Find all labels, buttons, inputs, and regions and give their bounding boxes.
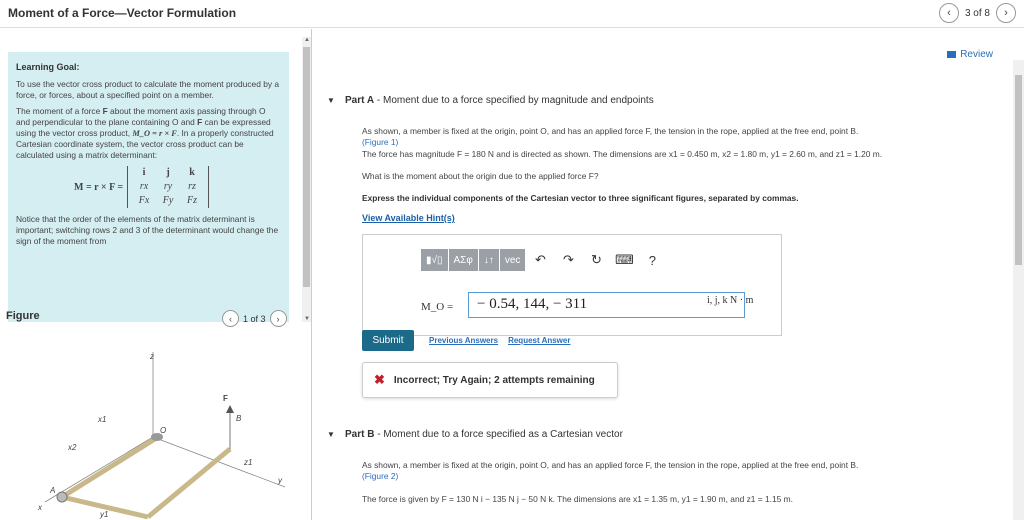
review-link[interactable]: Review [947,49,993,60]
previous-answers-link[interactable]: Previous Answers [429,336,499,345]
top-bar [0,0,1024,28]
part-a-instruction: Express the individual components of the Cartesian vector to three significant figures, separated by commas. [362,193,799,203]
next-item-button[interactable]: › [996,3,1016,23]
prev-item-button[interactable]: ‹ [939,3,959,23]
part-a-desc1: As shown, a member is fixed at the origin, point O, and has an applied force F, the tension in the rope, applied at the free end, point B. [362,126,859,136]
force-arrow [226,405,234,413]
keyboard-icon[interactable]: ⌨ [615,252,634,267]
scroll-down-icon[interactable]: ▼ [304,316,310,322]
fig-label-x: x [38,503,42,512]
fig-label-a: A [50,486,56,495]
request-answer-link[interactable]: Request Answer [508,336,571,345]
matrix-grid: i j k rx ry rz Fx Fy Fz [127,166,209,208]
fig-label-y1: y1 [100,510,109,519]
determinant-matrix [74,166,281,208]
learning-goal-heading: Learning Goal: [16,62,80,72]
fig-label-o: O [160,426,167,435]
part-b-figure-link[interactable]: (Figure 2) [362,471,399,481]
vec-button[interactable]: vec [500,249,527,271]
fig-label-z: z [150,352,154,361]
answer-input[interactable]: − 0.54, 144, − 311 [468,292,745,318]
math-toolbar [421,249,666,271]
point-a [57,492,67,502]
fig-label-b: B [236,414,242,423]
fig-label-x2: x2 [68,443,77,452]
figure-label: Figure [6,310,40,322]
feedback-text: Incorrect; Try Again; 2 attempts remaining [393,374,595,386]
next-figure-button[interactable]: › [270,310,287,327]
main-scroll-thumb[interactable] [1015,75,1022,265]
page-title: Moment of a Force—Vector Formulation [8,6,237,20]
figure-pager [222,310,287,327]
collapse-part-b-icon[interactable]: ▼ [327,430,335,439]
right-panel [313,29,1013,520]
fig-label-z1: z1 [244,458,253,467]
answer-label: M_O = [421,301,454,313]
learning-goal-scrollbar[interactable] [302,37,311,322]
learning-goal-p1: To use the vector cross product to calculate the moment produced by a force, or forces, about a specified point on a member. [16,79,280,100]
part-b-desc1: As shown, a member is fixed at the origin, point O, and has an applied force F, the tension in the rope, applied at the free end, point B. [362,460,859,470]
submit-button[interactable]: Submit [362,330,414,351]
collapse-part-a-icon[interactable]: ▼ [327,96,335,105]
greek-button[interactable]: ΑΣφ [449,249,479,271]
fig-label-y: y [278,476,282,485]
prev-figure-button[interactable]: ‹ [222,310,239,327]
view-hints-link[interactable]: View Available Hint(s) [362,213,455,223]
matrix-lhs: M = r × F = [74,181,124,193]
undo-icon[interactable]: ↶ [534,252,546,267]
member-figure [20,347,300,520]
scroll-up-icon[interactable]: ▲ [304,37,310,43]
figure-page: 1 of 3 [243,313,266,324]
review-icon [947,51,956,58]
member-segment-3 [148,449,230,517]
y-axis [153,437,285,487]
part-a-header[interactable]: ▼ Part A - Moment due to a force specified by magnitude and endpoints [327,95,654,106]
fig-label-f: F [223,394,228,403]
part-a-question: What is the moment about the origin due to the applied force F? [362,171,599,181]
item-pager [939,3,1016,23]
part-a-figure-link[interactable]: (Figure 1) [362,137,399,147]
learning-goal-p3: Notice that the order of the elements of the matrix determinant is important; switching rows 2 and 3 of the determinant would change the sign of the moment from [16,214,279,246]
part-a-desc2: The force has magnitude F = 180 N and is directed as shown. The dimensions are x1 = 0.450 m, x2 = 1.80 m, y1 = 2.60 m, and z1 = 1.20 m. [362,149,883,159]
arrows-button[interactable]: ↓↑ [479,249,500,271]
feedback-box [362,362,618,398]
left-panel [0,29,312,520]
part-b-header[interactable]: ▼ Part B - Moment due to a force specified as a Cartesian vector [327,429,623,440]
redo-icon[interactable]: ↷ [562,252,574,267]
main-scrollbar[interactable] [1013,60,1024,520]
answer-editor [362,234,782,336]
reset-icon[interactable]: ↻ [590,252,602,267]
help-icon[interactable]: ? [648,252,657,268]
learning-goal-scroll[interactable] [0,37,302,322]
templates-button[interactable]: ▮√▯ [421,249,449,271]
answer-units: i, j, k N · m [707,295,754,306]
page-indicator: 3 of 8 [964,7,990,19]
incorrect-icon: ✖ [374,372,385,387]
fig-label-x1: x1 [98,415,107,424]
learning-goal-box [8,52,289,322]
scroll-thumb[interactable] [303,47,310,287]
answer-links [429,336,570,345]
part-b-desc2: The force is given by F = 130 N i − 135 N j − 50 N k. The dimensions are x1 = 1.35 m, y1 = 1.90 m, and z1 = 1.15 m. [362,494,793,504]
learning-goal-p2: The moment of a force F about the moment axis passing through O and perpendicular to the plane containing O and F can be expressed using the vector cross product, M_O = r × F. In a properly constructed Cartesian coordinate system, the vector cross product can be calculated using a matrix determinant: [16,106,274,160]
